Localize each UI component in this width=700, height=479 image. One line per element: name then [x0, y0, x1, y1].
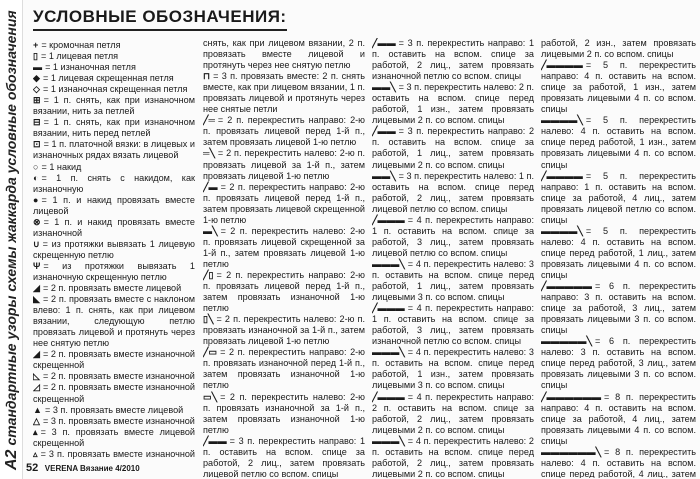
legend-entry — [541, 115, 696, 170]
legend-entry — [33, 261, 195, 283]
stitch-symbol-icon: ⊓ — [203, 71, 211, 82]
legend-entry — [541, 226, 696, 281]
legend-entry — [33, 416, 195, 427]
magazine-issue: VERENA Вязание 4/2010 — [44, 464, 140, 473]
legend-entry — [541, 392, 696, 447]
legend-entry — [372, 171, 534, 215]
legend-text: = 8 п. перекрестить налево: 4 п. оставить на вспом. спице перед работой, 4 лиц., затем — [541, 446, 696, 478]
stitch-symbol-icon: ╱▯ — [203, 269, 214, 280]
stitch-symbol-icon: ╱▬▬ — [372, 38, 396, 48]
stitch-symbol-icon: ╱▬▬▬ — [372, 391, 405, 402]
stitch-symbol-icon: ▬▬▬▬╲ — [541, 115, 583, 126]
stitch-symbol-icon: ▬╲ — [203, 225, 218, 236]
legend-text: = 1 п. платочной вязки: в лицевых и изнаночных рядах вязать лицевой — [33, 139, 195, 161]
legend-text: = кромочная петля — [41, 40, 121, 50]
legend-text: = 3 п. провязать вместе: 2 п. снять вместе, как при лицевом вязании, 1 п. провязать лицевой и протянуть через нее снятые петли — [203, 71, 365, 115]
legend-text: = 3 п. провязать вместе изнаночной — [43, 415, 195, 426]
stitch-symbol-icon: ◇ — [33, 84, 40, 95]
legend-entry — [33, 51, 195, 62]
legend-text: = 1 п. и накид провязать вместе лицевой — [33, 194, 195, 216]
legend-entry — [203, 270, 365, 314]
legend-text: = 1 изнаночная скрещенная петля — [43, 84, 188, 95]
legend-entry — [33, 95, 195, 117]
stitch-symbol-icon: + — [33, 40, 39, 50]
spine-caption — [3, 0, 21, 470]
stitch-symbol-icon: ▬▬▬╲ — [372, 347, 405, 358]
legend-entry — [541, 171, 696, 226]
stitch-symbol-icon: ╱▬▬▬▬ — [541, 60, 583, 71]
legend-text: = 2 п. перекрестить направо: 2-ю п. провязать лицевой перед 1-й п., затем провязать изнаночной 1-ю петлю — [203, 269, 365, 314]
stitch-symbol-icon: ▬▬╲ — [372, 170, 396, 181]
legend-text: = 2 п. перекрестить налево: 2-ю п. провязать лицевой скрещенной за 1-й п., затем провязать лицевой 1-ю петлю — [203, 225, 365, 269]
legend-entry — [372, 436, 534, 478]
stitch-symbol-icon: ◢ — [33, 283, 40, 294]
legend-entry — [33, 427, 195, 449]
stitch-symbol-icon: ╱═ — [203, 115, 215, 126]
legend-text: снять, как при лицевом вязании, 2 п. провязать вместе лицевой и протянуть через нее снятую петлю — [203, 38, 365, 71]
legend-entry — [541, 38, 696, 60]
legend-entry — [541, 336, 696, 391]
legend-entry — [203, 38, 365, 71]
legend-text: = 3 п. перекрестить направо: 2 п. оставить на вспом. спице за работой, 1 лиц., затем провязать лицевыми 2 п. со вспом. спицы — [372, 126, 534, 170]
legend-text: = 3 п. перекрестить налево: 1 п. оставить на вспом. спице перед работой, 2 лиц., затем провязать лицевой петлю со вспом. спицы — [372, 170, 534, 214]
legend-text: = 3 п. перекрестить направо: 1 п. оставить на вспом. спице за работой, 2 лиц., затем провязать лицевой петлю со вспом. спицы — [203, 435, 365, 478]
legend-text: = 1 п. и накид провязать вместе изнаночной — [33, 216, 195, 238]
stitch-symbol-icon: ◆ — [33, 73, 40, 84]
stitch-symbol-icon: ╱▬▬▬▬▬ — [541, 281, 592, 292]
legend-entry — [541, 60, 696, 115]
legend-column-3 — [372, 38, 534, 478]
legend-entry — [372, 215, 534, 259]
stitch-symbol-icon: ╱▬▬ — [372, 126, 396, 137]
legend-entry — [33, 217, 195, 239]
legend-entry — [203, 436, 365, 478]
legend-column-1 — [33, 40, 195, 460]
legend-entry — [203, 182, 365, 226]
legend-entry — [33, 195, 195, 217]
stitch-symbol-icon: ○ — [33, 161, 39, 172]
legend-text: = 3 п. провязать вместе лицевой — [45, 404, 184, 415]
stitch-symbol-icon: ╱▬▬▬▬▬▬ — [541, 391, 602, 402]
legend-column-2 — [203, 38, 365, 478]
legend-text: = 2 п. провязать вместе изнаночной — [43, 371, 195, 382]
stitch-symbol-icon: ▵ — [33, 448, 38, 459]
legend-entry — [33, 405, 195, 416]
stitch-symbol-icon: ⊟ — [33, 117, 41, 128]
stitch-symbol-icon: ╱▬▬▬ — [372, 303, 405, 314]
stitch-symbol-icon: ▯╲ — [203, 314, 214, 325]
legend-entry — [33, 294, 195, 349]
stitch-symbol-icon: ◿ — [33, 382, 40, 393]
stitch-symbol-icon: ▲ — [33, 404, 43, 415]
legend-text: = 6 п. перекрестить налево: 3 п. оставить на вспом. спице перед работой, 3 лиц., затем провязать лицевыми 3 п. со вспом. спицы — [541, 336, 696, 391]
legend-text: = 2 п. провязать вместе лицевой — [43, 283, 182, 294]
stitch-symbol-icon: ● — [33, 194, 39, 205]
legend-text: = 2 п. перекрестить налево: 2-ю п. провязать лицевой за 1-й п., затем провязать лицевой 1-ю петлю — [203, 148, 365, 181]
legend-entry — [203, 148, 365, 181]
stitch-symbol-icon: ⊗ — [33, 216, 41, 227]
legend-text: = 1 изнаночная петля — [45, 62, 136, 73]
legend-text: работой, 2 изн., затем провязать лицевыми 2 п. со вспом. спицы — [541, 38, 696, 60]
stitch-symbol-icon: ▬▬▬▬▬▬╲ — [541, 446, 602, 457]
legend-entry — [33, 117, 195, 139]
legend-text: = 1 п. снять, как при изнаночном вязании, нить перед петлей — [33, 117, 195, 139]
stitch-symbol-icon: ⊞ — [33, 95, 41, 106]
stitch-symbol-icon: ◺ — [33, 371, 40, 382]
legend-text: = 1 п. снять, как при изнаночном вязании, нить за петлей — [33, 95, 195, 117]
legend-text: = 1 лицевая петля — [41, 51, 119, 62]
legend-entry — [33, 73, 195, 84]
legend-entry — [203, 314, 365, 347]
legend-text: = 4 п. перекрестить налево: 2 п. оставить на вспом. спице перед работой, 2 лиц., затем провязать лицевыми 2 п. со вспом. спицы — [372, 435, 534, 478]
legend-entry — [33, 84, 195, 95]
legend-entry — [33, 371, 195, 382]
legend-entry — [203, 392, 365, 436]
legend-text: = 3 п. перекрестить налево: 2 п. оставить на вспом. спице перед работой, 1 изн., затем провязать лицевыми 2 п. со вспом. спицы — [372, 82, 534, 126]
stitch-symbol-icon: ╱▬ — [203, 181, 218, 192]
stitch-symbol-icon: ▬▬▬╲ — [372, 258, 405, 269]
legend-text: = 3 п. провязать вместе лицевой скрещенной — [33, 426, 195, 448]
legend-entry — [203, 347, 365, 391]
legend-entry — [33, 239, 195, 261]
legend-entry — [33, 173, 195, 195]
stitch-symbol-icon: ▴ — [33, 426, 38, 437]
legend-text: = из протяжки вывязать 1 лицевую скрещенную петлю — [33, 238, 195, 260]
legend-entry — [33, 449, 195, 460]
stitch-symbol-icon: ▬▬▬▬▬╲ — [541, 336, 592, 347]
legend-entry — [541, 447, 696, 478]
legend-text: = 3 п. провязать вместе изнаночной — [40, 448, 195, 459]
page-number: 52 — [26, 462, 39, 474]
stitch-symbol-icon: ▯ — [33, 51, 39, 62]
legend-text: = 2 п. перекрестить налево: 2-ю п. провязать изнаночной за 1-й п., затем провязать лицевой 1-ю петлю — [203, 314, 365, 347]
stitch-symbol-icon: ╱▭ — [203, 347, 218, 358]
legend-entry — [372, 126, 534, 170]
legend-entry — [33, 283, 195, 294]
legend-entry — [33, 62, 195, 73]
page-title: УСЛОВНЫЕ ОБОЗНАЧЕНИЯ: — [33, 7, 287, 31]
stitch-symbol-icon: ▬▬▬▬╲ — [541, 225, 583, 236]
legend-text: = 4 п. перекрестить направо: 1 п. оставить на вспом. спице за работой, 3 лиц., затем провязать изнаночной петлю со вспом. спицы — [372, 303, 534, 347]
legend-text: = 2 п. перекрестить направо: 2-ю п. провязать лицевой перед 1-й п., затем провязать лицевой 1-ю петлю — [203, 115, 365, 148]
legend-text: = 2 п. перекрестить направо: 2-ю п. провязать изнаночной перед 1-й п., затем провязать изнаночной 1-ю петлю — [203, 347, 365, 391]
stitch-symbol-icon: ╱▬▬▬▬ — [541, 170, 583, 181]
stitch-symbol-icon: ═╲ — [203, 148, 215, 159]
legend-entry — [203, 226, 365, 270]
legend-entry — [372, 347, 534, 391]
legend-entry — [541, 281, 696, 336]
legend-text: = 2 п. провязать вместе изнаночной скрещенной — [33, 382, 195, 404]
legend-entry — [33, 40, 195, 51]
legend-text: = 4 п. перекрестить налево: 3 п. оставить на вспом. спице перед работой, 1 лиц., затем провязать лицевыми 3 п. со вспом. спицы — [372, 258, 534, 303]
stitch-symbol-icon: ╱▬▬ — [203, 435, 227, 446]
legend-text: = 5 п. перекрестить налево: 4 п. оставить на вспом. спице перед работой, 1 изн., затем провязать лицевыми 4 п. со вспом. спицы — [541, 115, 696, 170]
stitch-symbol-icon: ▭╲ — [203, 391, 218, 402]
stitch-symbol-icon: ▬ — [33, 62, 43, 73]
legend-text: = 2 п. провязать вместе изнаночной скрещенной — [33, 349, 195, 371]
section-code: A2 — [3, 449, 20, 470]
legend-entry — [203, 71, 365, 115]
stitch-symbol-icon: ▬▬╲ — [372, 82, 396, 93]
legend-text: = 1 п. снять с накидом, как изнаночную — [33, 172, 195, 194]
legend-entry — [33, 139, 195, 161]
legend-entry — [372, 38, 534, 82]
legend-text: = 5 п. перекрестить направо: 1 п. оставить на вспом. спице за работой, 4 лиц., затем провязать лицевой петлю со вспом. спицы — [541, 170, 696, 225]
legend-text: = 2 п. перекрестить налево: 2-ю п. провязать изнаночной за 1-й п., затем провязать изнаночной 1-ю петлю — [203, 391, 365, 435]
legend-text: = 1 накид — [41, 161, 82, 172]
legend-entry — [372, 303, 534, 347]
section-title: стандартные узоры схемы жаккарда условные обозначения — [3, 10, 19, 446]
page-footer — [26, 462, 140, 474]
legend-entry — [33, 382, 195, 404]
stitch-symbol-icon: ◐ — [33, 172, 39, 183]
legend-text: = 2 п. провязать вместе с наклоном влево: 1 п. снять, как при лицевом вязании, следующую петлю провязать лицевой и протянуть через нее снятую петлю — [33, 294, 195, 349]
legend-entry — [33, 349, 195, 371]
legend-entry — [372, 392, 534, 436]
stitch-symbol-icon: Ψ — [33, 260, 41, 271]
stitch-symbol-icon: ╱▬▬▬ — [372, 214, 405, 225]
legend-entry — [203, 115, 365, 148]
stitch-symbol-icon: ◣ — [33, 294, 40, 305]
legend-text: = 5 п. перекрестить налево: 4 п. оставить на вспом. спице перед работой, 1 лиц., затем провязать лицевыми 4 п. со вспом. спицы — [541, 225, 696, 280]
stitch-symbol-icon: ⊡ — [33, 139, 41, 150]
legend-text: = 2 п. перекрестить направо: 2-ю п. провязать лицевой перед 1-й п., затем провязать лицевой скрещенной 1-ю петлю — [203, 181, 365, 225]
legend-text: = 4 п. перекрестить направо: 1 п. оставить на вспом. спице за работой, 3 лиц., затем провязать лицевой петлю со вспом. спицы — [372, 214, 534, 258]
legend-text: = 6 п. перекрестить направо: 3 п. оставить на вспом. спице за работой, 3 лиц., затем провязать лицевыми 3 п. со вспом. спицы — [541, 281, 696, 336]
legend-text: = 1 лицевая скрещенная петля — [43, 73, 174, 84]
page-spine — [0, 0, 23, 479]
legend-text: = 4 п. перекрестить налево: 3 п. оставить на вспом. спице перед работой, 1 изн., затем провязать лицевыми 3 п. со вспом. спицы — [372, 347, 534, 391]
legend-entry — [33, 162, 195, 173]
legend-text: = 8 п. перекрестить направо: 4 п. оставить на вспом. спице за работой, 4 лиц., затем провязать лицевыми 4 п. со вспом. спицы — [541, 391, 696, 446]
legend-text: = 5 п. перекрестить направо: 4 п. оставить на вспом. спице за работой, 1 изн., затем провязать лицевыми 4 п. со вспом. спицы — [541, 60, 696, 115]
legend-text: = 3 п. перекрестить направо: 1 п. оставить на вспом. спице за работой, 2 лиц., затем провязать изнаночной петлю со вспом. спицы — [372, 38, 534, 82]
legend-column-4 — [541, 38, 696, 478]
legend-text: = из протяжки вывязать 1 изнаночную скрещенную петлю — [33, 260, 195, 282]
stitch-symbol-icon: ▬▬▬╲ — [372, 435, 405, 446]
stitch-symbol-icon: △ — [33, 415, 40, 426]
stitch-symbol-icon: ∪ — [33, 238, 40, 249]
legend-entry — [372, 82, 534, 126]
stitch-symbol-icon: ◢ — [33, 349, 40, 360]
legend-entry — [372, 259, 534, 303]
legend-text: = 4 п. перекрестить направо: 2 п. оставить на вспом. спице за работой, 2 лиц., затем провязать лицевыми 2 п. со вспом. спицы — [372, 391, 534, 435]
